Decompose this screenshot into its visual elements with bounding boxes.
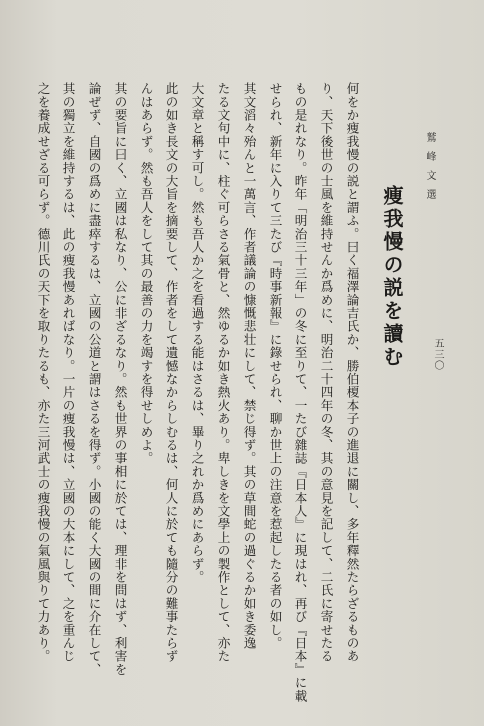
text-line: 何をか痩我慢の説と謂ふ。曰く福澤論吉氏か、勝伯榎本子の進退に關し、多年釋然たらざるものあ bbox=[344, 82, 360, 663]
text-line: 大文章と稱す可し。然も吾人か之を看過する能はさるは、畢り之れか爲めにあらず。 bbox=[189, 82, 205, 584]
running-header: 鷲峰文選 bbox=[424, 132, 435, 208]
essay-title: 痩我慢の説を讀む bbox=[380, 185, 404, 369]
text-line: り、天下後世の士風を維持せんか爲めに、明治二十四年の冬、其の意見を記して、二氏に寄せたる bbox=[318, 82, 334, 663]
text-line: 其文滔々殆んと一萬言、作者議論の慷慨悲壮にして、禁じ得ず。其の草間蛇の過ぐるか如き委逸 bbox=[241, 82, 257, 650]
text-line: 之を養成せざる可らず。德川氏の天下を取りたるも、亦た三河武士の痩我慢の氣風與りて力あり。 bbox=[35, 82, 51, 663]
text-line: 其の要旨に曰く、立國は私なり、公に非ざるなり。然も世界の事相に於ては、理非を問はず、利害を bbox=[112, 82, 128, 676]
text-line: せられ、新年に入りて三たび『時事新報』に錄せられ、聊か世上の注意を惹起したる者の如し。 bbox=[267, 82, 283, 650]
text-line: もの是れなり。昨年「明治三十三年」の冬に至りて、一たび雜誌『日本人』に現はれ、再び『日本』に載 bbox=[292, 82, 308, 703]
text-line: 論ぜず、自國の爲めに盡瘁するは、立國の公道と謂はさるを得ず。小國の能く大國の間に介在して、 bbox=[86, 82, 102, 676]
text-line: 此の如き長文の大旨を摘要して、作者をして遺憾なからしむるは、何人に於ても隨分の難事たらず bbox=[163, 82, 179, 663]
text-line: たる文句中に、柱ぐ可らさる氣骨と、然ゆるか如き熱火あり。卑しきを文學上の製作として、亦た bbox=[215, 82, 231, 663]
text-line: んはあらず。然も吾人をして其の最善の力を竭すを得せしめよ。 bbox=[138, 82, 154, 465]
page-number: 五三〇 bbox=[432, 338, 443, 371]
text-line: 其の獨立を維持するは、此の痩我慢あればなり。一片の痩我慢は、立國の大本にして、之を重んじ bbox=[60, 82, 76, 663]
